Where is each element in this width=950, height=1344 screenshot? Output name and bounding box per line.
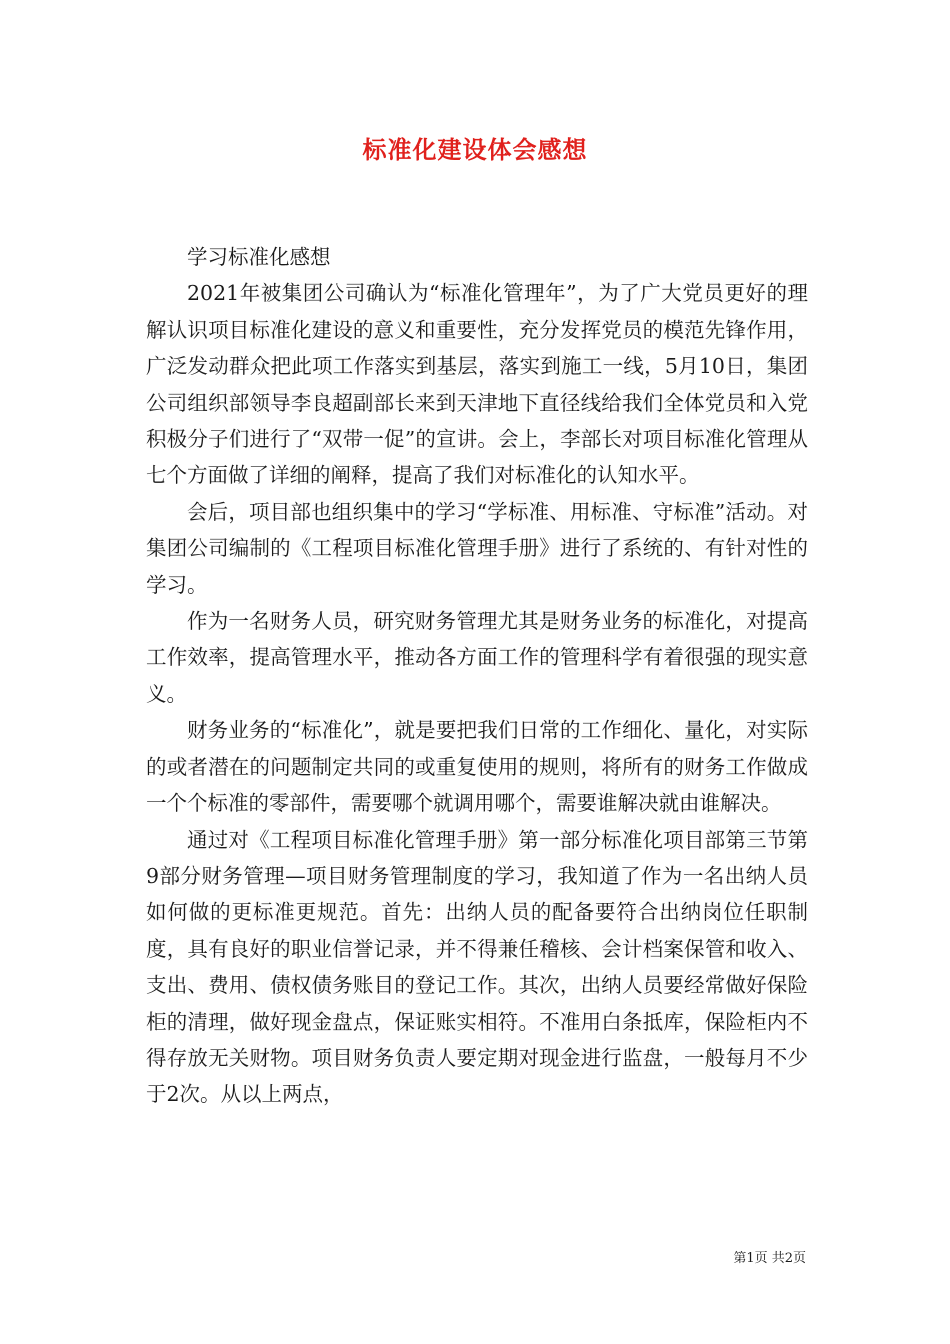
document-title: 标准化建设体会感想	[362, 136, 588, 164]
page-number: 第1页 共2页	[733, 1251, 806, 1266]
document-body	[146, 239, 808, 1113]
paragraph: 会后，项目部也组织集中的学习“学标准、用标准、守标准”活动。对集团公司编制的《工程项目标准化管理手册》进行了系统的、有针对性的学习。	[146, 499, 808, 597]
document-subtitle: 学习标准化感想	[187, 245, 331, 269]
paragraph: 作为一名财务人员，研究财务管理尤其是财务业务的标准化，对提高工作效率，提高管理水平，推动各方面工作的管理科学有着很强的现实意义。	[146, 609, 808, 706]
paragraph: 通过对《工程项目标准化管理手册》第一部分标准化项目部第三节第9部分财务管理—项目财务管理制度的学习，我知道了作为一名出纳人员如何做的更标准更规范。首先：出纳人员的配备要符合出纳岗位任职制度，具有良好的职业信誉记录，并不得兼任稽核、会计档案保管和收入、支出、费用、债权债务账目的登记工作。其次，出纳人员要经常做好保险柜的清理，做好现金盘点，保证账实相符。不准用白条抵库，保险柜内不得存放无关财物。项目财务负责人要定期对现金进行监盘，一般每月不少于2次。从以上两点，	[146, 827, 808, 1107]
paragraph: 财务业务的“标准化”，就是要把我们日常的工作细化、量化，对实际的或者潜在的问题制定共同的或重复使用的规则，将所有的财务工作做成一个个标准的零部件，需要哪个就调用哪个，需要谁解决就由谁解决。	[146, 718, 808, 816]
paragraph: 2021年被集团公司确认为“标准化管理年”，为了广大党员更好的理解认识项目标准化建设的意义和重要性，充分发挥党员的模范先锋作用，广泛发动群众把此项工作落实到基层，落实到施工一线，5月10日，集团公司组织部领导李良超副部长来到天津地下直径线给我们全体党员和入党积极分子们进行了“双带一促”的宣讲。会上，李部长对项目标准化管理从七个方面做了详细的阐释，提高了我们对标准化的认知水平。	[146, 281, 808, 488]
